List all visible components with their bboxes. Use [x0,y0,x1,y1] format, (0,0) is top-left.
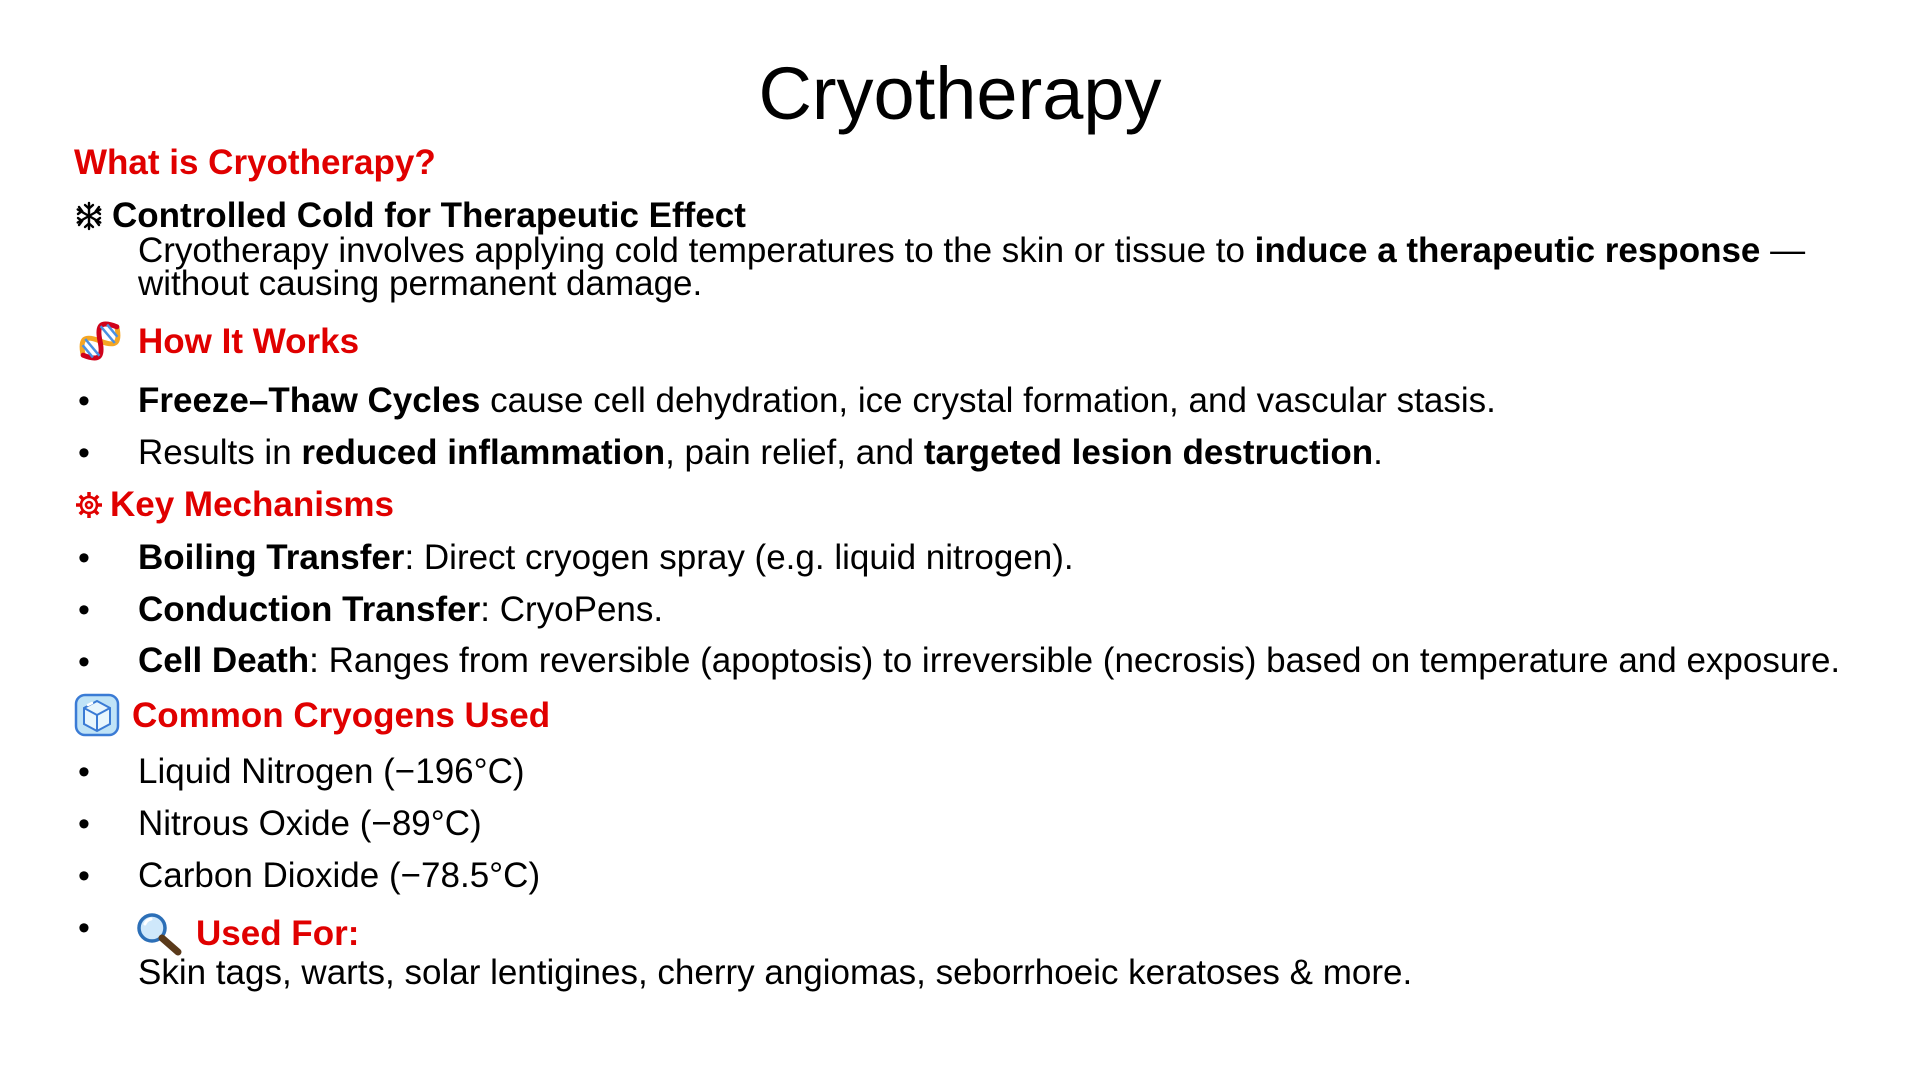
what-is-paragraph-part2: — without causing permanent damage. [138,231,1806,303]
bullet-text: : Direct cryogen spray (e.g. liquid nitrogen). [404,538,1074,577]
list-item [74,858,1894,893]
bullet-dot: • [78,539,90,577]
cryogen-item: Nitrous Oxide (−89°C) [138,804,482,843]
bullet-bold: Boiling Transfer [138,538,405,577]
common-cryogens-heading-text: Common Cryogens Used [132,695,551,735]
key-mechanisms-heading [74,486,1894,523]
bullet-bold: Freeze–Thaw Cycles [138,381,481,420]
bullet-mid: , pain relief, and [665,433,924,472]
list-item [74,435,1894,470]
bullet-dot: • [78,434,90,472]
bullet-bold: reduced inflammation [301,433,666,472]
gear-icon [74,490,104,520]
bullet-dot: • [78,591,90,629]
dna-icon [74,316,126,366]
key-mechanisms-heading-text: Key Mechanisms [110,485,395,524]
bullet-post: . [1373,433,1383,472]
bullet-dot: • [78,382,90,420]
cryogen-item: Liquid Nitrogen (−196°C) [138,752,525,791]
bullet-text: : Ranges from reversible (apoptosis) to irreversible (necrosis) based on temperature and exposure. [309,641,1841,680]
what-is-subheading-text: Controlled Cold for Therapeutic Effect [112,196,746,235]
magnifying-glass-icon [134,910,184,956]
snowflake-icon [74,201,104,231]
what-is-paragraph [74,231,1894,303]
slide-content [74,143,1894,992]
bullet-dot: • [78,909,90,947]
list-item [74,641,1894,681]
bullet-text: : CryoPens. [480,590,664,629]
list-item [74,909,1894,992]
bullet-text: cause cell dehydration, ice crystal formation, and vascular stasis. [480,381,1496,420]
cryogen-item: Carbon Dioxide (−78.5°C) [138,856,541,895]
list-item [74,806,1894,841]
bullet-dot: • [78,805,90,843]
list-item [74,754,1894,789]
ice-cube-icon [74,693,120,737]
bullet-bold: targeted lesion destruction [923,433,1374,472]
what-is-heading: What is Cryotherapy? [74,143,436,182]
bullet-bold: Conduction Transfer [138,590,481,629]
used-for-heading [134,910,1894,956]
common-cryogens-heading [74,693,1894,737]
list-item [74,383,1894,418]
bullet-dot: • [78,753,90,791]
list-item [74,540,1894,575]
used-for-heading-text: Used For: [196,913,360,953]
slide-title: Cryotherapy [758,52,1162,135]
used-for-text: Skin tags, warts, solar lentigines, cherry angiomas, seborrhoeic keratoses & more. [138,953,1413,992]
bullet-bold: Cell Death [138,641,310,680]
bullet-pre: Results in [138,433,302,472]
what-is-paragraph-bold: induce a therapeutic response [1254,231,1761,270]
what-is-paragraph-part1: Cryotherapy involves applying cold temperatures to the skin or tissue to [138,231,1255,270]
how-it-works-heading [74,316,1894,366]
how-it-works-heading-text: How It Works [138,321,360,361]
list-item [74,592,1894,627]
bullet-dot: • [78,643,90,681]
what-is-subheading [74,197,1894,234]
bullet-dot: • [78,857,90,895]
